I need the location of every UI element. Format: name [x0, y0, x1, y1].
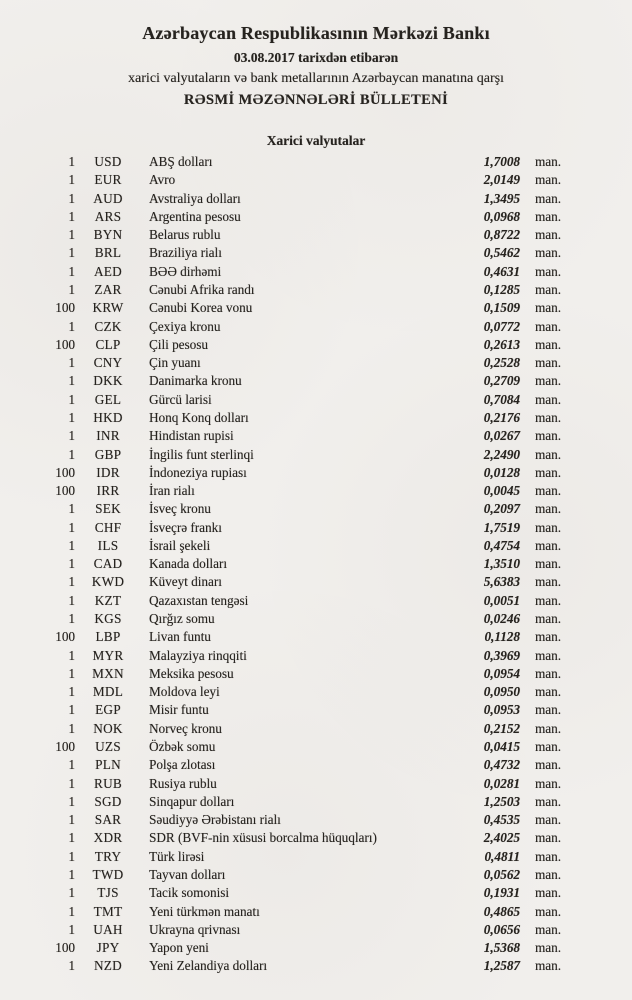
unit-label: man. — [535, 446, 562, 462]
unit-label: man. — [535, 739, 562, 754]
unit-label: man. — [535, 556, 562, 572]
rate-value: 1,3510 — [483, 556, 520, 572]
rate-value: 0,2097 — [483, 501, 520, 517]
unit-label: man. — [535, 391, 562, 407]
rate-quantity: 1 — [68, 611, 75, 627]
rate-value: 1,7519 — [483, 519, 520, 535]
rate-row — [30, 538, 568, 556]
rate-value: 0,4811 — [484, 848, 520, 864]
currency-code: SEK — [95, 501, 121, 517]
currency-name: BƏƏ dirhəmi — [149, 263, 222, 279]
rate-quantity: 1 — [68, 428, 75, 444]
rate-value: 0,2176 — [483, 409, 520, 425]
rate-row — [30, 300, 568, 318]
rate-quantity: 1 — [68, 355, 75, 371]
currency-name: Misir funtu — [149, 702, 209, 718]
currency-code: UZS — [95, 739, 121, 754]
rate-row — [30, 940, 568, 958]
rate-value: 0,4535 — [483, 812, 520, 828]
rate-quantity: 1 — [68, 318, 75, 334]
rate-row — [30, 721, 568, 739]
rate-value: 0,0128 — [483, 464, 520, 480]
unit-label: man. — [535, 885, 562, 901]
rate-quantity: 1 — [68, 190, 75, 206]
bulletin-title: RƏSMİ MƏZƏNNƏLƏRİ BÜLLETENİ — [183, 92, 449, 108]
rate-row — [30, 501, 568, 519]
currency-name: Gürcü larisi — [149, 391, 212, 407]
rate-quantity: 1 — [68, 373, 75, 389]
currency-name: İsrail şekeli — [149, 537, 211, 553]
rate-row — [30, 282, 568, 300]
rate-value: 0,8722 — [483, 227, 520, 243]
currency-code: AED — [93, 263, 122, 279]
currency-name: Türk lirəsi — [149, 848, 205, 864]
currency-code: BYN — [93, 227, 123, 243]
rate-row — [30, 849, 568, 867]
rate-quantity: 1 — [68, 501, 75, 517]
unit-label: man. — [535, 958, 562, 974]
rate-value: 2,0149 — [483, 172, 520, 188]
rate-value: 0,1285 — [483, 281, 520, 297]
rate-value: 0,0267 — [483, 428, 520, 444]
rate-row — [30, 574, 568, 592]
currency-name: Honq Konq dolları — [149, 409, 249, 425]
currency-code: ZAR — [94, 281, 122, 297]
unit-label: man. — [535, 665, 562, 681]
rate-row — [30, 684, 568, 702]
rate-quantity: 1 — [68, 665, 75, 681]
currency-code: AUD — [93, 190, 123, 206]
currency-code: UAH — [93, 921, 123, 937]
currency-name: Səudiyyə Ərəbistanı rialı — [149, 812, 281, 828]
rate-value: 0,2613 — [483, 336, 520, 352]
rate-value: 0,2528 — [483, 355, 520, 371]
unit-label: man. — [535, 684, 562, 700]
currency-name: Avstraliya dolları — [149, 190, 241, 206]
rate-quantity: 1 — [68, 446, 75, 462]
currency-code: SGD — [94, 793, 122, 809]
rate-value: 0,1509 — [483, 300, 520, 316]
rate-row — [30, 702, 568, 720]
unit-label: man. — [535, 483, 562, 499]
currency-name: Cənubi Korea vonu — [149, 300, 253, 316]
rate-row — [30, 958, 568, 976]
currency-name: Norveç kronu — [149, 720, 222, 736]
currency-code: GBP — [94, 446, 122, 462]
currency-code: NOK — [93, 720, 123, 736]
currency-code: IRR — [96, 483, 120, 499]
currency-code: CAD — [93, 556, 123, 572]
currency-code: MDL — [92, 684, 124, 700]
currency-name: SDR (BVF-nin xüsusi borcalma hüquqları) — [149, 830, 377, 846]
currency-code: ARS — [94, 208, 122, 224]
currency-code: CHF — [94, 519, 122, 535]
rate-quantity: 1 — [68, 793, 75, 809]
rate-row — [30, 885, 568, 903]
rates-table — [30, 154, 568, 977]
currency-code: TJS — [97, 885, 119, 901]
rate-quantity: 1 — [68, 903, 75, 919]
currency-code: HKD — [93, 409, 123, 425]
rate-quantity: 1 — [68, 720, 75, 736]
rate-quantity: 1 — [68, 866, 75, 882]
rate-row — [30, 830, 568, 848]
currency-name: İsveçrə frankı — [149, 519, 222, 535]
rate-row — [30, 447, 568, 465]
rate-value: 0,1931 — [483, 885, 520, 901]
rate-quantity: 1 — [68, 592, 75, 608]
currency-code: CLP — [95, 336, 121, 352]
currency-code: ILS — [97, 537, 119, 553]
currency-code: KZT — [94, 592, 122, 608]
currency-name: Cənubi Afrika randı — [149, 281, 255, 297]
rate-value: 0,0772 — [483, 318, 520, 334]
unit-label: man. — [535, 647, 562, 663]
currency-code: EGP — [95, 702, 121, 718]
currency-name: Hindistan rupisi — [149, 428, 234, 444]
rate-quantity: 1 — [68, 702, 75, 718]
unit-label: man. — [535, 208, 562, 224]
rate-row — [30, 629, 568, 647]
rate-row — [30, 520, 568, 538]
rate-row — [30, 666, 568, 684]
rate-row — [30, 776, 568, 794]
currency-name: İndoneziya rupiası — [149, 464, 247, 480]
bulletin-subtitle: xarici valyutaların və bank metallarının Azərbaycan manatına qarşı — [128, 71, 504, 86]
unit-label: man. — [535, 757, 562, 773]
currency-name: Ukrayna qrivnası — [149, 921, 241, 937]
rate-quantity: 100 — [55, 739, 75, 754]
rate-quantity: 100 — [55, 629, 75, 645]
unit-label: man. — [535, 720, 562, 736]
currency-name: Rusiya rublu — [149, 775, 217, 791]
unit-label: man. — [535, 812, 562, 828]
currency-code: NZD — [93, 958, 122, 974]
currency-name: ABŞ dolları — [149, 154, 213, 169]
currency-code: SAR — [94, 812, 122, 828]
currency-name: Avro — [149, 172, 176, 188]
rate-value: 0,7084 — [483, 391, 520, 407]
unit-label: man. — [535, 592, 562, 608]
rate-value: 0,0950 — [483, 684, 520, 700]
rate-row — [30, 319, 568, 337]
rate-value: 1,3495 — [483, 190, 520, 206]
currency-code: TRY — [94, 848, 122, 864]
rate-row — [30, 556, 568, 574]
unit-label: man. — [535, 154, 562, 169]
rate-row — [30, 593, 568, 611]
currency-code: GEL — [94, 391, 122, 407]
unit-label: man. — [535, 355, 562, 371]
currency-name: Sinqapur dolları — [149, 793, 235, 809]
unit-label: man. — [535, 629, 562, 645]
currency-name: Meksika pesosu — [149, 665, 234, 681]
rate-quantity: 1 — [68, 409, 75, 425]
currency-code: BRL — [94, 245, 122, 261]
currency-name: Belarus rublu — [149, 227, 221, 243]
rate-row — [30, 739, 568, 757]
currency-name: İsveç kronu — [149, 501, 211, 517]
rate-row — [30, 373, 568, 391]
rate-quantity: 1 — [68, 958, 75, 974]
rate-row — [30, 794, 568, 812]
unit-label: man. — [535, 263, 562, 279]
unit-label: man. — [535, 501, 562, 517]
rate-row — [30, 227, 568, 245]
effective-date-line: 03.08.2017 tarixdən etibarən — [233, 50, 399, 65]
rate-row — [30, 191, 568, 209]
rate-value: 2,4025 — [483, 830, 520, 846]
unit-label: man. — [535, 866, 562, 882]
rate-quantity: 1 — [68, 556, 75, 572]
rate-quantity: 100 — [55, 336, 75, 352]
rate-row — [30, 410, 568, 428]
rate-quantity: 100 — [55, 464, 75, 480]
currency-name: Danimarka kronu — [149, 373, 242, 389]
currency-name: İran rialı — [149, 483, 195, 499]
rate-quantity: 1 — [68, 519, 75, 535]
rate-row — [30, 264, 568, 282]
rate-quantity: 1 — [68, 172, 75, 188]
rate-row — [30, 611, 568, 629]
currency-name: Küveyt dinarı — [149, 574, 222, 590]
rate-value: 1,7008 — [483, 154, 520, 169]
currency-name: Kanada dolları — [149, 556, 227, 572]
currency-name: Yapon yeni — [149, 940, 209, 956]
currency-code: CNY — [93, 355, 123, 371]
rate-quantity: 1 — [68, 281, 75, 297]
currency-code: XDR — [93, 830, 123, 846]
rate-value: 1,2503 — [483, 793, 520, 809]
unit-label: man. — [535, 190, 562, 206]
currency-code: KRW — [92, 300, 124, 316]
rate-value: 0,5462 — [483, 245, 520, 261]
unit-label: man. — [535, 848, 562, 864]
rate-quantity: 1 — [68, 757, 75, 773]
rate-row — [30, 812, 568, 830]
unit-label: man. — [535, 519, 562, 535]
rate-row — [30, 172, 568, 190]
currency-name: Tacik somonisi — [149, 885, 230, 901]
unit-label: man. — [535, 611, 562, 627]
unit-label: man. — [535, 537, 562, 553]
unit-label: man. — [535, 318, 562, 334]
rate-row — [30, 648, 568, 666]
currency-code: JPY — [96, 940, 120, 956]
rate-quantity: 1 — [68, 574, 75, 590]
rate-row — [30, 465, 568, 483]
currency-code: PLN — [95, 757, 121, 773]
rate-value: 5,6383 — [483, 574, 520, 590]
currency-name: Qazaxıstan tengəsi — [149, 592, 249, 608]
currency-code: CZK — [94, 318, 122, 334]
rate-row — [30, 154, 568, 172]
rate-quantity: 1 — [68, 848, 75, 864]
unit-label: man. — [535, 227, 562, 243]
unit-label: man. — [535, 793, 562, 809]
currency-code: TMT — [93, 903, 123, 919]
currency-name: Çili pesosu — [149, 336, 208, 352]
rate-quantity: 100 — [55, 300, 75, 316]
currency-name: Qırğız somu — [149, 611, 215, 627]
currency-code: USD — [94, 154, 122, 169]
rate-quantity: 1 — [68, 263, 75, 279]
rate-row — [30, 337, 568, 355]
currency-name: Yeni Zelandiya dolları — [149, 958, 268, 974]
bulletin-header — [0, 0, 632, 111]
currency-code: LBP — [95, 629, 121, 645]
unit-label: man. — [535, 373, 562, 389]
rate-value: 2,2490 — [483, 446, 520, 462]
unit-label: man. — [535, 921, 562, 937]
currency-name: Polşa zlotası — [149, 757, 216, 773]
currency-code: RUB — [93, 775, 122, 791]
rate-row — [30, 392, 568, 410]
currency-name: Çexiya kronu — [149, 318, 221, 334]
unit-label: man. — [535, 428, 562, 444]
rate-quantity: 1 — [68, 245, 75, 261]
currency-code: IDR — [96, 464, 120, 480]
currency-code: EUR — [94, 172, 122, 188]
currency-code: TWD — [92, 866, 124, 882]
rate-quantity: 1 — [68, 921, 75, 937]
currency-name: Moldova leyi — [149, 684, 220, 700]
rate-value: 0,4754 — [483, 537, 520, 553]
rate-quantity: 1 — [68, 647, 75, 663]
currency-code: DKK — [93, 373, 123, 389]
unit-label: man. — [535, 245, 562, 261]
rate-row — [30, 757, 568, 775]
rate-value: 0,4732 — [483, 757, 520, 773]
rate-value: 0,1128 — [484, 629, 520, 645]
rate-value: 0,4631 — [483, 263, 520, 279]
currency-name: Çin yuanı — [149, 355, 201, 371]
rate-row — [30, 483, 568, 501]
currency-name: Malayziya rinqqiti — [149, 647, 247, 663]
rate-quantity: 1 — [68, 208, 75, 224]
rate-row — [30, 904, 568, 922]
rate-quantity: 100 — [55, 940, 75, 956]
unit-label: man. — [535, 172, 562, 188]
rate-value: 0,0051 — [483, 592, 520, 608]
rate-quantity: 1 — [68, 684, 75, 700]
unit-label: man. — [535, 281, 562, 297]
rate-row — [30, 922, 568, 940]
rate-value: 0,0954 — [483, 665, 520, 681]
bank-title: Azərbaycan Respublikasının Mərkəzi Bankı — [142, 23, 490, 43]
rate-row — [30, 245, 568, 263]
rate-value: 0,0281 — [483, 775, 520, 791]
unit-label: man. — [535, 702, 562, 718]
rate-quantity: 1 — [68, 830, 75, 846]
unit-label: man. — [535, 409, 562, 425]
rate-value: 0,2152 — [483, 720, 520, 736]
currency-code: KGS — [94, 611, 122, 627]
unit-label: man. — [535, 300, 562, 316]
unit-label: man. — [535, 903, 562, 919]
rate-value: 0,0953 — [483, 702, 520, 718]
rate-quantity: 1 — [68, 154, 75, 169]
rate-quantity: 1 — [68, 391, 75, 407]
unit-label: man. — [535, 830, 562, 846]
rate-value: 0,2709 — [483, 373, 520, 389]
rate-quantity: 1 — [68, 537, 75, 553]
rate-value: 0,0246 — [483, 611, 520, 627]
rate-value: 0,0562 — [483, 866, 520, 882]
unit-label: man. — [535, 574, 562, 590]
unit-label: man. — [535, 464, 562, 480]
section-title-foreign-currencies: Xarici valyutalar — [266, 133, 366, 148]
currency-name: Livan funtu — [149, 629, 211, 645]
rate-quantity: 1 — [68, 775, 75, 791]
rate-value: 1,2587 — [483, 958, 520, 974]
rate-quantity: 1 — [68, 812, 75, 828]
unit-label: man. — [535, 775, 562, 791]
rate-quantity: 1 — [68, 227, 75, 243]
currency-name: Özbək somu — [149, 739, 216, 754]
currency-name: Tayvan dolları — [149, 866, 226, 882]
rate-quantity: 100 — [55, 483, 75, 499]
rate-row — [30, 867, 568, 885]
rate-value: 0,4865 — [483, 903, 520, 919]
currency-name: Braziliya rialı — [149, 245, 222, 261]
rate-quantity: 1 — [68, 885, 75, 901]
rate-value: 0,0415 — [483, 739, 520, 754]
rate-value: 0,0656 — [483, 921, 520, 937]
currency-name: Yeni türkmən manatı — [149, 903, 260, 919]
rate-value: 0,0045 — [483, 483, 520, 499]
currency-name: İngilis funt sterlinqi — [149, 446, 254, 462]
unit-label: man. — [535, 940, 562, 956]
rate-row — [30, 428, 568, 446]
rate-value: 0,3969 — [483, 647, 520, 663]
rate-value: 0,0968 — [483, 208, 520, 224]
rate-row — [30, 355, 568, 373]
currency-code: INR — [96, 428, 120, 444]
currency-name: Argentina pesosu — [149, 208, 241, 224]
currency-code: MXN — [92, 665, 124, 681]
currency-code: KWD — [91, 574, 125, 590]
currency-code: MYR — [92, 647, 124, 663]
unit-label: man. — [535, 336, 562, 352]
rate-row — [30, 209, 568, 227]
rate-value: 1,5368 — [483, 940, 520, 956]
